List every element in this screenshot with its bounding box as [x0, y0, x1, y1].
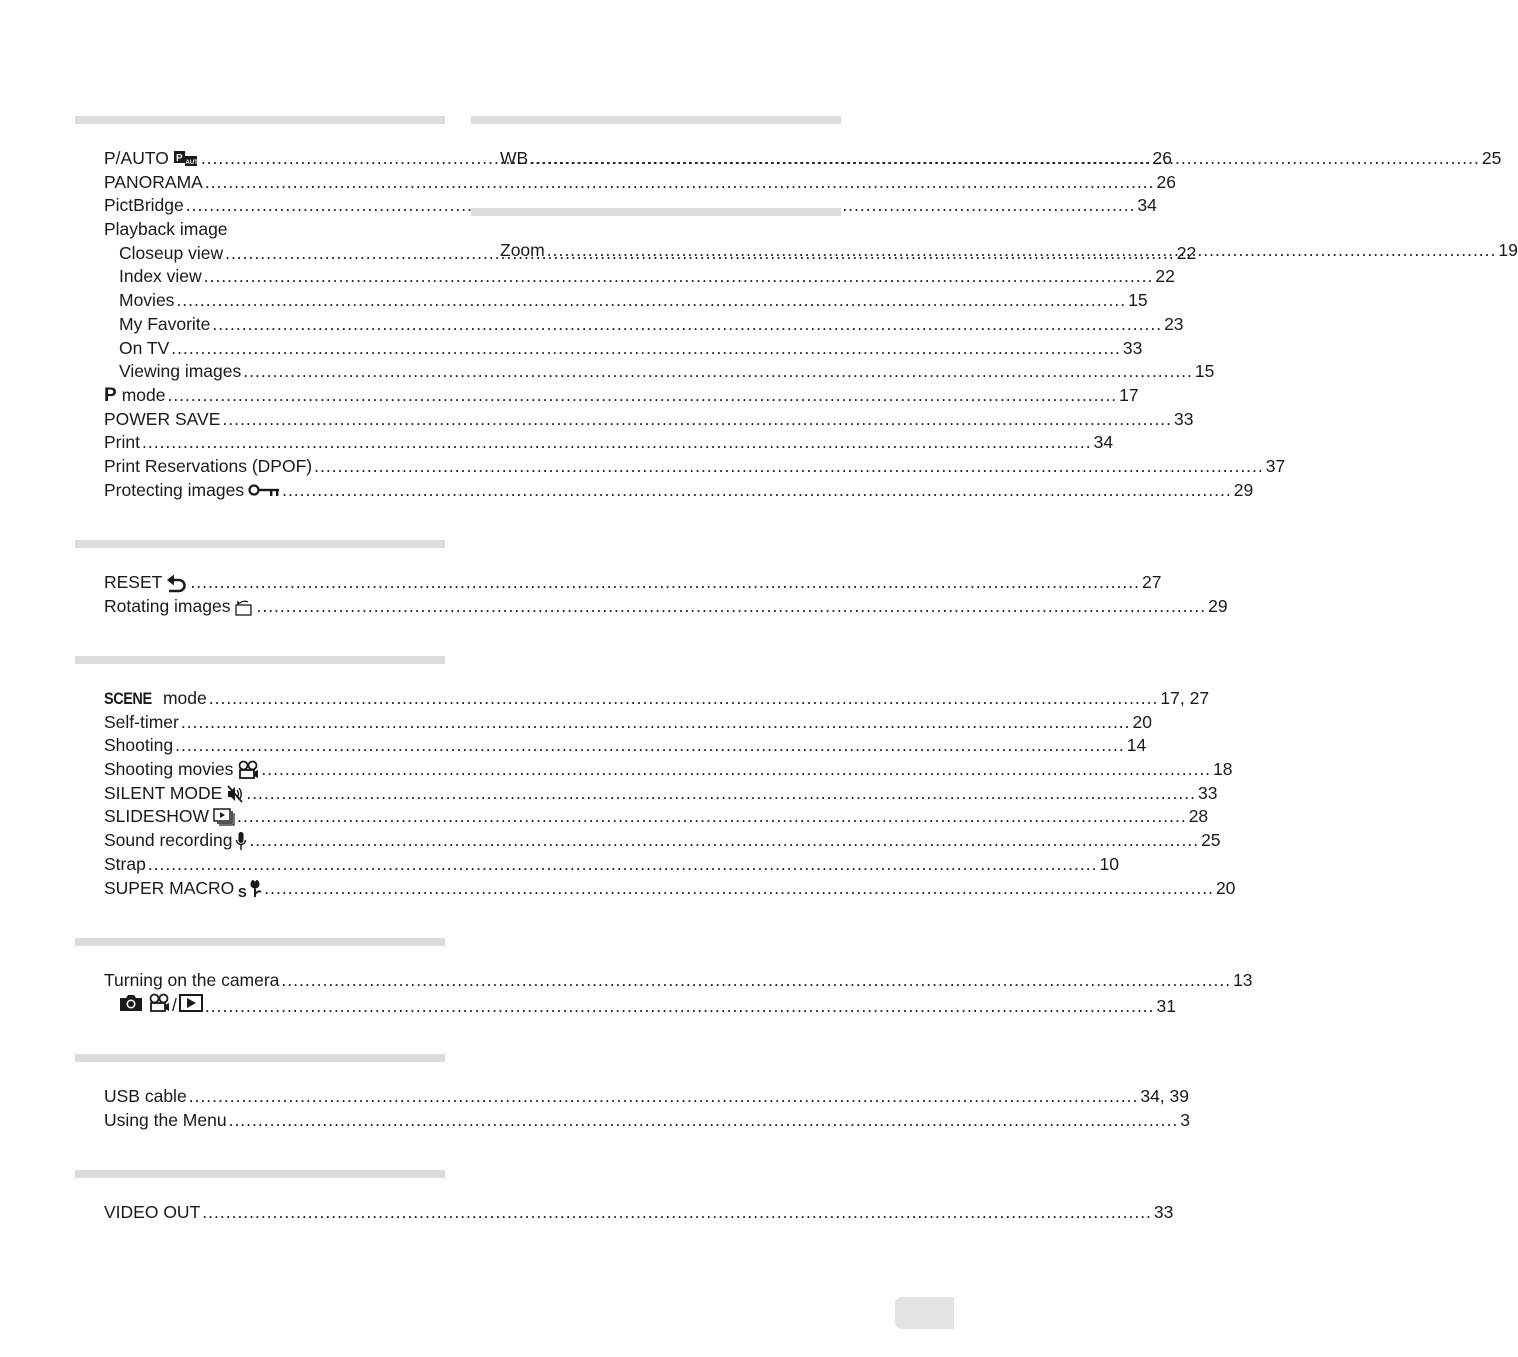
index-entry-turning-on-camera[interactable]: Turning on the camera ..... 13: [104, 969, 445, 993]
rotate-icon: [234, 598, 254, 616]
index-entry-usb-cable[interactable]: USB cable ..... 34, 39: [104, 1085, 445, 1109]
index-entry-index-view[interactable]: Index view ..... 22: [104, 265, 445, 289]
index-entry-viewing-images[interactable]: Viewing images ..... 15: [104, 360, 445, 384]
index-entry-self-timer[interactable]: Self-timer ..... 20: [104, 711, 445, 735]
index-entry-my-favorite[interactable]: My Favorite ..... 23: [104, 313, 445, 337]
index-entry-on-tv[interactable]: On TV ..... 33: [104, 337, 445, 361]
page-edge-tab: [895, 1297, 954, 1329]
index-entry-movies[interactable]: Movies ..... 15: [104, 289, 445, 313]
index-section-v: [75, 1170, 1174, 1225]
index-entry-panorama[interactable]: PANORAMA ..... 26: [104, 171, 445, 195]
index-section-u: [75, 1054, 1190, 1132]
index-entry-strap[interactable]: Strap ..... 10: [104, 853, 445, 877]
p-auto-icon: [173, 150, 203, 168]
key-icon: [248, 483, 280, 497]
index-entry-slideshow[interactable]: SLIDESHOW ..... 28: [104, 805, 445, 829]
index-entry-wb[interactable]: WB ..... 25: [500, 147, 841, 171]
svg-text:P: P: [175, 152, 183, 164]
index-entry-shooting[interactable]: Shooting ..... 14: [104, 734, 445, 758]
reset-arrow-icon: [166, 573, 188, 593]
movie-icon: [237, 760, 259, 780]
section-header-bar: [75, 116, 445, 124]
movie-icon: [148, 993, 170, 1020]
scene-icon: SCENE: [104, 689, 152, 708]
index-entry-playback-image: Playback image: [104, 219, 228, 240]
index-entry-protecting-images[interactable]: Protecting images ..... 29: [104, 479, 445, 503]
section-header-bar: [75, 1054, 445, 1062]
mute-icon: [226, 785, 244, 803]
index-section-t: [75, 938, 1253, 1016]
index-entry-reset[interactable]: RESET ..... 27: [104, 571, 445, 595]
slash-separator: /: [172, 995, 177, 1016]
index-entry-zoom[interactable]: Zoom ..... 19: [500, 239, 841, 263]
section-header-bar: [75, 540, 445, 548]
index-entry-p-mode[interactable]: P mode ..... 17: [104, 384, 445, 408]
index-section-r: [75, 540, 1228, 618]
slideshow-icon: [213, 808, 235, 826]
index-entry-mode-icons[interactable]: / ..... 31: [104, 993, 445, 1017]
section-header-bar: [471, 116, 841, 124]
section-header-bar: [75, 656, 445, 664]
index-entry-super-macro[interactable]: SUPER MACRO S ..... 20: [104, 877, 445, 901]
playback-icon: [179, 994, 203, 1019]
index-entry-shooting-movies[interactable]: Shooting movies ..... 18: [104, 758, 445, 782]
index-entry-pictbridge[interactable]: PictBridge ..... 34: [104, 194, 445, 218]
index-entry-scene-mode[interactable]: SCENE mode ..... 17, 27: [104, 687, 445, 711]
index-entry-power-save[interactable]: POWER SAVE ..... 33: [104, 408, 445, 432]
index-entry-print-reservations[interactable]: Print Reservations (DPOF) ..... 37: [104, 455, 445, 479]
section-header-bar: [75, 938, 445, 946]
index-entry-closeup-view[interactable]: Closeup view ..... 22: [104, 242, 445, 266]
svg-text:S: S: [238, 885, 247, 901]
index-entry-print[interactable]: Print ..... 34: [104, 431, 445, 455]
index-entry-using-the-menu[interactable]: Using the Menu ..... 3: [104, 1109, 445, 1133]
super-macro-icon: [238, 877, 262, 899]
index-entry-p-auto[interactable]: P/AUTO P AUTO ..... 26: [104, 147, 445, 171]
index-entry-sound-recording[interactable]: Sound recording ..... 25: [104, 829, 445, 853]
index-entry-video-out[interactable]: VIDEO OUT ..... 33: [104, 1201, 445, 1225]
index-entry-silent-mode[interactable]: SILENT MODE ..... 33: [104, 782, 445, 806]
svg-text:AUTO: AUTO: [185, 159, 203, 166]
p-mode-icon: P: [104, 384, 117, 406]
section-header-bar: [75, 1170, 445, 1178]
camera-icon: [119, 994, 143, 1019]
microphone-icon: [235, 831, 247, 851]
section-header-bar: [471, 208, 841, 216]
index-section-s: [75, 656, 1236, 901]
index-entry-rotating-images[interactable]: Rotating images ..... 29: [104, 595, 445, 619]
